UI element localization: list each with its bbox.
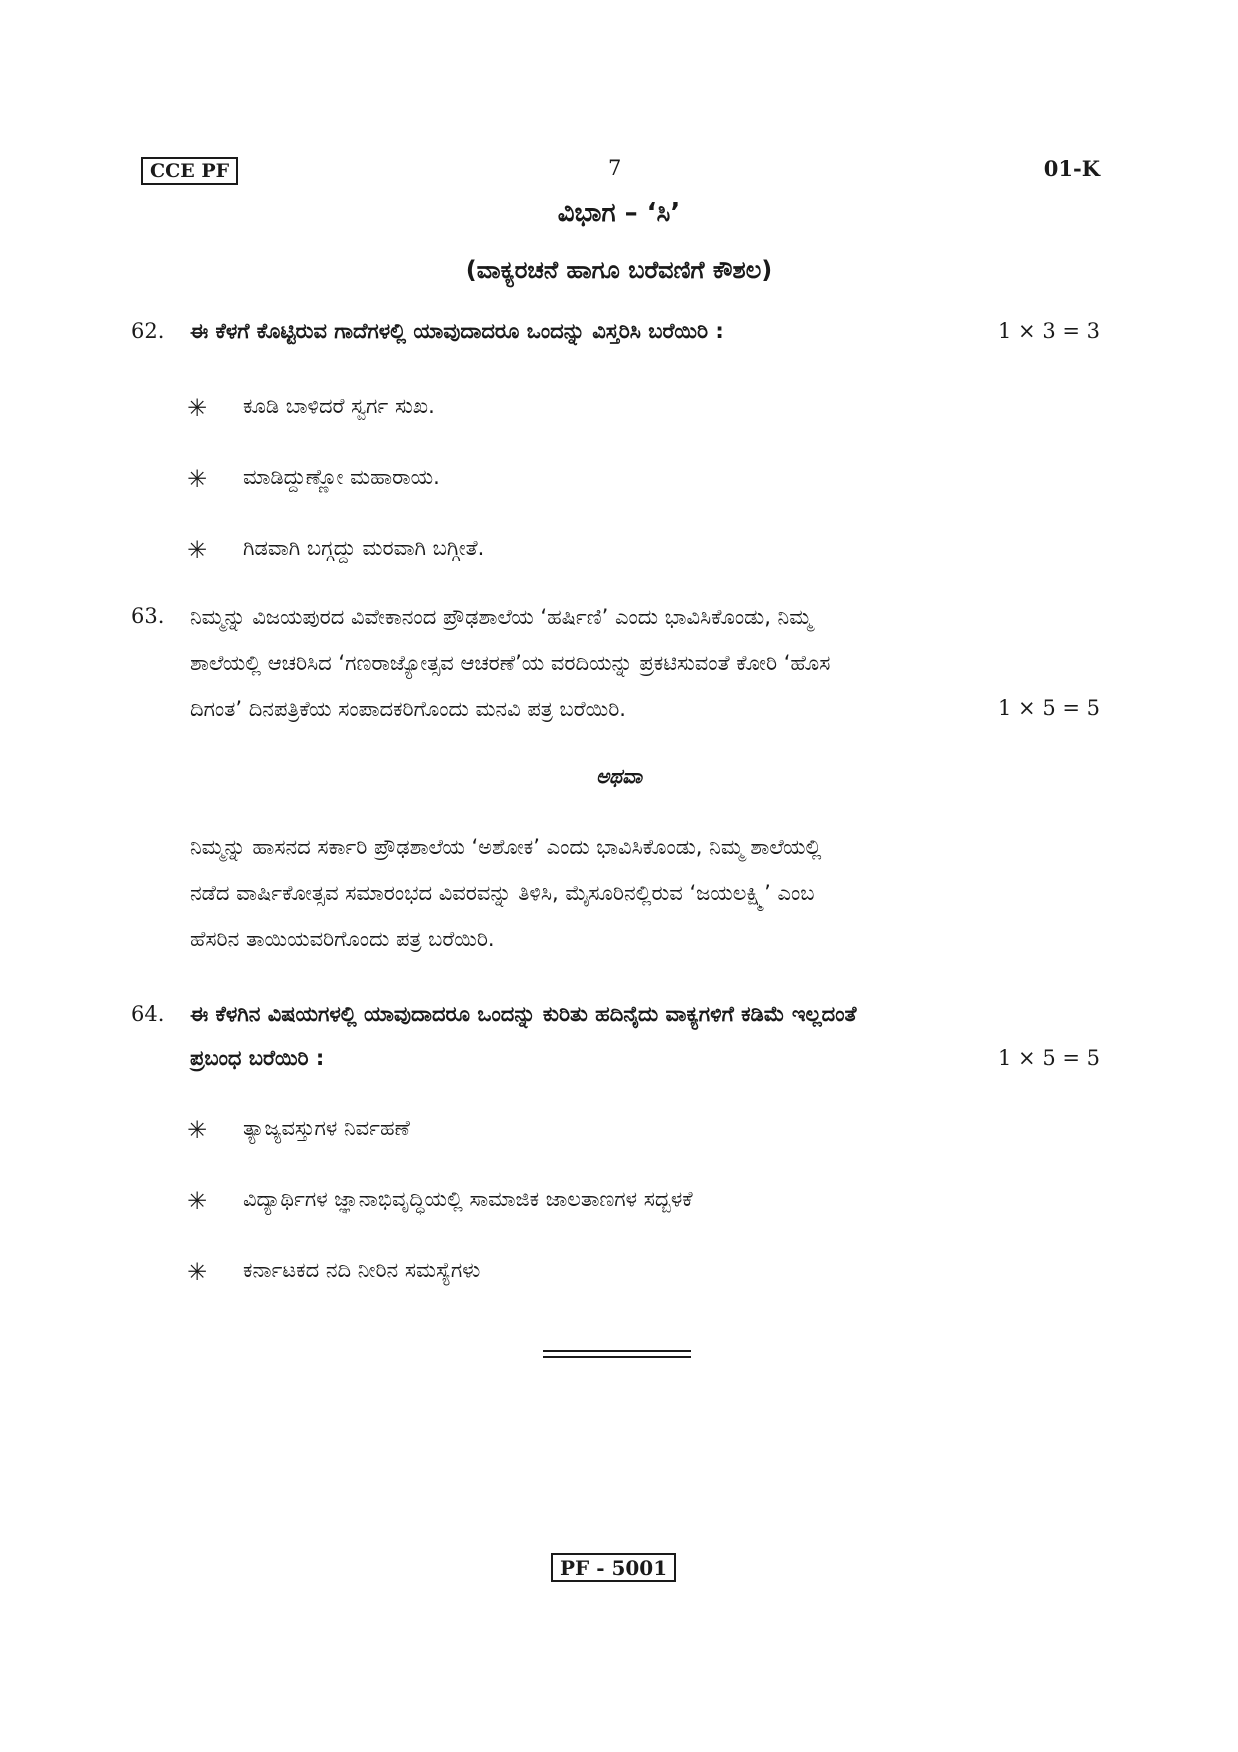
question-63-line: ಶಾಲೆಯಲ್ಲಿ ಆಚರಿಸಿದ ‘ಗಣರಾಜ್ಯೋತ್ಸವ ಆಚರಣೆ’ಯ ವರದಿಯನ್ನು ಪ್ರಕಟಿಸುವಂತೆ ಕೋರಿ ‘ಹೊಸ — [190, 651, 831, 675]
proverb-item: ಗಿಡವಾಗಿ ಬಗ್ಗದ್ದು ಮರವಾಗಿ ಬಗ್ಗೀತೆ. — [243, 536, 485, 560]
alternative-line: ಹೆಸರಿನ ತಾಯಿಯವರಿಗೊಂದು ಪತ್ರ ಬರೆಯಿರಿ. — [190, 927, 495, 951]
question-63-line: ನಿಮ್ಮನ್ನು ವಿಜಯಪುರದ ವಿವೇಕಾನಂದ ಪ್ರೌಢಶಾಲೆಯ ‘ಹರ್ಷಿಣಿ’ ಎಂದು ಭಾವಿಸಿಕೊಂಡು, ನಿಮ್ಮ — [190, 605, 813, 629]
subject-code: 01-K — [1043, 156, 1100, 181]
alternative-line: ನಿಮ್ಮನ್ನು ಹಾಸನದ ಸರ್ಕಾರಿ ಪ್ರೌಢಶಾಲೆಯ ‘ಅಶೋಕ’ ಎಂದು ಭಾವಿಸಿಕೊಂಡು, ನಿಮ್ಮ ಶಾಲೆಯಲ್ಲಿ — [190, 835, 822, 859]
question-number-64: 64. — [131, 1002, 165, 1026]
question-64-text-cont: ಪ್ರಬಂಧ ಬರೆಯಿರಿ : — [190, 1046, 325, 1070]
question-63-text — [190, 594, 1100, 732]
question-number-62: 62. — [131, 319, 165, 343]
end-rule-bottom — [543, 1356, 691, 1358]
bullet-icon: ✳ — [187, 536, 208, 564]
footer-code-box: PF - 5001 — [551, 1553, 676, 1582]
or-label: ಅಥವಾ — [596, 764, 642, 788]
essay-topic: ಕರ್ನಾಟಕದ ನದಿ ನೀರಿನ ಸಮಸ್ಯೆಗಳು — [243, 1258, 481, 1282]
bullet-icon: ✳ — [187, 1258, 208, 1286]
essay-topic: ತ್ಯಾಜ್ಯವಸ್ತುಗಳ ನಿರ್ವಹಣೆ — [243, 1116, 410, 1140]
alternative-line: ನಡೆದ ವಾರ್ಷಿಕೋತ್ಸವ ಸಮಾರಂಭದ ವಿವರವನ್ನು ತಿಳಿಸಿ, ಮೈಸೂರಿನಲ್ಲಿರುವ ‘ಜಯಲಕ್ಷ್ಮಿ’ ಎಂಬ — [190, 881, 815, 905]
bullet-icon: ✳ — [187, 1187, 208, 1215]
question-64-text: ಈ ಕೆಳಗಿನ ವಿಷಯಗಳಲ್ಲಿ ಯಾವುದಾದರೂ ಒಂದನ್ನು ಕುರಿತು ಹದಿನೈದು ವಾಕ್ಯಗಳಿಗೆ ಕಡಿಮೆ ಇಲ್ಲದಂತೆ — [190, 1002, 857, 1026]
paper-code-box: CCE PF — [141, 157, 238, 185]
section-subtitle: (ವಾಕ್ಯರಚನೆ ಹಾಗೂ ಬರೆವಣಿಗೆ ಕೌಶಲ) — [465, 256, 773, 284]
question-63-line: ದಿಗಂತ’ ದಿನಪತ್ರಿಕೆಯ ಸಂಪಾದಕರಿಗೊಂದು ಮನವಿ ಪತ್ರ ಬರೆಯಿರಿ. — [190, 697, 626, 721]
question-63-marks: 1 × 5 = 5 — [998, 696, 1100, 720]
page-number: 7 — [608, 156, 622, 180]
question-64-marks: 1 × 5 = 5 — [998, 1046, 1100, 1070]
proverb-item: ಕೂಡಿ ಬಾಳಿದರೆ ಸ್ವರ್ಗ ಸುಖ. — [243, 394, 435, 418]
proverb-item: ಮಾಡಿದ್ದುಣ್ಣೋ ಮಹಾರಾಯ. — [243, 465, 440, 489]
bullet-icon: ✳ — [187, 465, 208, 493]
question-63-alternative — [190, 824, 1100, 962]
bullet-icon: ✳ — [187, 1116, 208, 1144]
bullet-icon: ✳ — [187, 394, 208, 422]
question-62-text: ಈ ಕೆಳಗೆ ಕೊಟ್ಟಿರುವ ಗಾದೆಗಳಲ್ಲಿ ಯಾವುದಾದರೂ ಒಂದನ್ನು ವಿಸ್ತರಿಸಿ ಬರೆಯಿರಿ : — [190, 319, 724, 343]
essay-topic: ವಿದ್ಯಾರ್ಥಿಗಳ ಜ್ಞಾನಾಭಿವೃದ್ಧಿಯಲ್ಲಿ ಸಾಮಾಜಿಕ ಜಾಲತಾಣಗಳ ಸದ್ಬಳಕೆ — [243, 1187, 693, 1211]
section-title: ವಿಭಾಗ – ‘ಸಿ’ — [557, 198, 681, 228]
question-62-marks: 1 × 3 = 3 — [998, 319, 1100, 343]
end-rule-top — [543, 1350, 691, 1352]
question-number-63: 63. — [131, 604, 165, 628]
